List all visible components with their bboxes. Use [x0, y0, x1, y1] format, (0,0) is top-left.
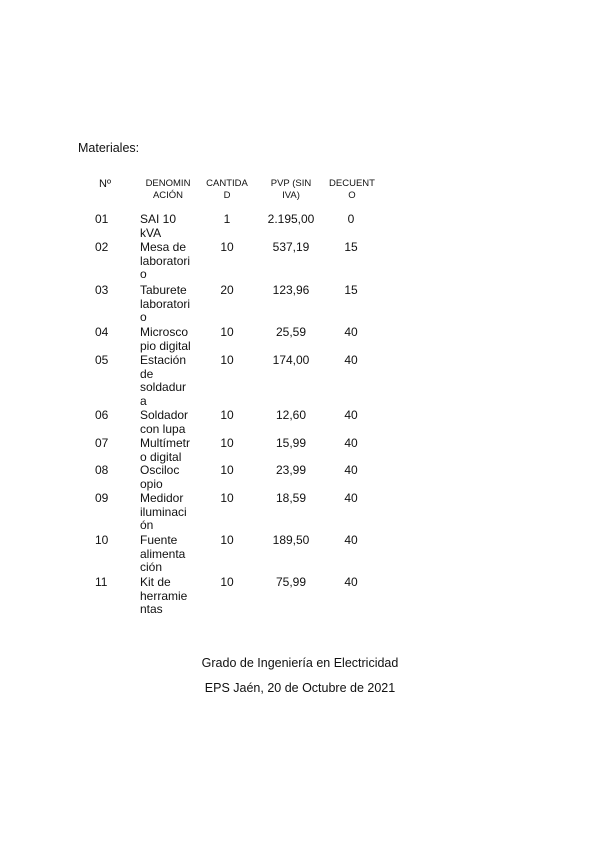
row-denomination — [140, 241, 196, 282]
header-discount-line: O — [348, 190, 356, 201]
row-denomination — [140, 354, 196, 408]
row-quantity: 10 — [220, 436, 234, 450]
row-denomination — [140, 492, 196, 533]
header-quantity-line: CANTIDA — [206, 178, 248, 189]
header-discount — [324, 178, 380, 202]
row-discount: 40 — [344, 463, 358, 477]
denomination-line: ón — [140, 518, 154, 533]
row-price: 537,19 — [272, 240, 310, 254]
denomination-line: de — [140, 366, 154, 381]
denomination-line: ntas — [140, 602, 163, 617]
row-number: 08 — [95, 463, 109, 477]
denomination-line: opio — [140, 476, 163, 491]
row-denomination — [140, 213, 196, 240]
denomination-line: Estación — [140, 353, 187, 367]
row-number: 09 — [95, 491, 109, 505]
row-quantity: 20 — [220, 283, 234, 297]
row-discount: 40 — [344, 408, 358, 422]
row-discount: 40 — [344, 575, 358, 589]
section-label: Materiales: — [78, 141, 140, 155]
row-number: 07 — [95, 436, 109, 450]
row-price: 15,99 — [275, 436, 307, 450]
denomination-line: Osciloc — [140, 463, 180, 477]
row-denomination — [140, 409, 196, 436]
denomination-line: Multímetr — [140, 436, 191, 450]
row-price: 25,59 — [275, 325, 307, 339]
row-number: 03 — [95, 283, 109, 297]
denomination-line: alimenta — [140, 546, 186, 561]
denomination-line: o — [140, 267, 147, 282]
row-discount: 40 — [344, 533, 358, 547]
denomination-line: Fuente — [140, 533, 178, 547]
denomination-line: o — [140, 310, 147, 325]
denomination-line: SAI 10 — [140, 212, 177, 226]
row-quantity: 10 — [220, 353, 234, 367]
footer-place-date: EPS Jaén, 20 de Octubre de 2021 — [204, 681, 396, 695]
header-price-line: IVA) — [282, 190, 300, 201]
row-number: 05 — [95, 353, 109, 367]
denomination-line: iluminaci — [140, 504, 187, 519]
row-denomination — [140, 284, 196, 325]
row-price: 18,59 — [275, 491, 307, 505]
row-number: 01 — [95, 212, 109, 226]
row-number: 10 — [95, 533, 109, 547]
row-denomination — [140, 464, 196, 491]
row-discount: 40 — [344, 325, 358, 339]
row-discount: 0 — [347, 212, 355, 226]
row-price: 23,99 — [275, 463, 307, 477]
denomination-line: soldadur — [140, 380, 187, 395]
denomination-line: Medidor — [140, 491, 184, 505]
row-number: 04 — [95, 325, 109, 339]
row-price: 75,99 — [275, 575, 307, 589]
row-discount: 40 — [344, 353, 358, 367]
denomination-line: Mesa de — [140, 240, 187, 254]
row-discount: 40 — [344, 491, 358, 505]
header-denomination-line: DENOMIN — [145, 178, 191, 189]
header-discount-line: DECUENT — [329, 178, 375, 189]
row-quantity: 10 — [220, 575, 234, 589]
denomination-line: Microsco — [140, 325, 189, 339]
footer-degree: Grado de Ingeniería en Electricidad — [201, 656, 399, 670]
denomination-line: kVA — [140, 225, 162, 240]
denomination-line: con lupa — [140, 421, 186, 436]
row-quantity: 10 — [220, 491, 234, 505]
row-discount: 15 — [344, 283, 358, 297]
row-quantity: 10 — [220, 463, 234, 477]
header-price — [262, 178, 320, 202]
row-discount: 40 — [344, 436, 358, 450]
denomination-line: herramie — [140, 588, 188, 603]
header-price-line: PVP (SIN — [270, 178, 312, 189]
denomination-line: Taburete — [140, 283, 187, 297]
row-number: 06 — [95, 408, 109, 422]
row-quantity: 10 — [220, 325, 234, 339]
header-denomination — [136, 178, 200, 202]
denomination-line: Soldador — [140, 408, 189, 422]
row-discount: 15 — [344, 240, 358, 254]
header-quantity-line: D — [223, 190, 231, 201]
row-price: 189,50 — [272, 533, 310, 547]
row-number: 11 — [95, 575, 108, 589]
row-quantity: 10 — [220, 240, 234, 254]
denomination-line: laboratori — [140, 296, 191, 311]
row-denomination — [140, 437, 196, 464]
row-price: 123,96 — [272, 283, 310, 297]
row-denomination — [140, 534, 196, 575]
denomination-line: o digital — [140, 449, 182, 464]
row-price: 174,00 — [272, 353, 310, 367]
row-quantity: 10 — [220, 533, 234, 547]
row-denomination — [140, 326, 196, 353]
row-number: 02 — [95, 240, 109, 254]
denomination-line: Kit de — [140, 575, 171, 589]
denomination-line: a — [140, 393, 147, 408]
header-quantity — [200, 178, 254, 202]
row-price: 2.195,00 — [267, 212, 315, 226]
header-denomination-line: ACIÓN — [152, 190, 184, 201]
row-price: 12,60 — [275, 408, 307, 422]
denomination-line: ción — [140, 560, 163, 575]
header-num: Nº — [99, 178, 111, 190]
denomination-line: laboratori — [140, 253, 191, 268]
row-quantity: 10 — [220, 408, 234, 422]
row-quantity: 1 — [223, 212, 231, 226]
denomination-line: pio digital — [140, 338, 191, 353]
row-denomination — [140, 576, 196, 617]
